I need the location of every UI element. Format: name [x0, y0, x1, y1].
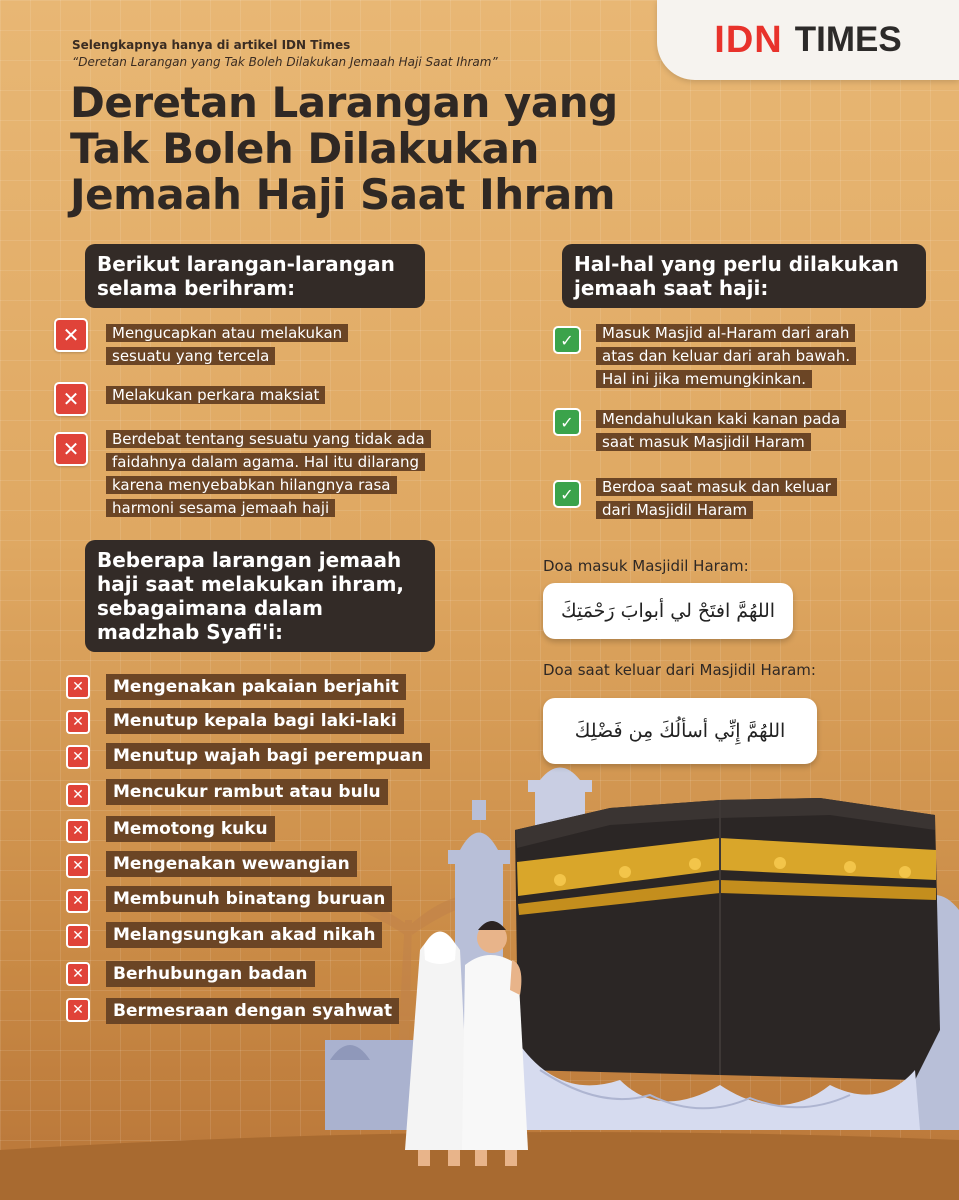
perlu-header-line: Hal-hal yang perlu dilakukan	[574, 252, 899, 276]
syafii-item: Berhubungan badan	[106, 961, 315, 987]
cross-icon: ✕	[66, 745, 90, 769]
page-title-line: Tak Boleh Dilakukan	[70, 124, 539, 173]
cross-icon: ✕	[66, 998, 90, 1022]
cross-icon: ✕	[54, 318, 88, 352]
page-title-line: Jemaah Haji Saat Ihram	[70, 170, 615, 219]
larangan-header-line: Berikut larangan-larangan	[97, 252, 395, 276]
cross-icon: ✕	[66, 819, 90, 843]
cross-icon: ✕	[66, 675, 90, 699]
perlu-header-line: jemaah saat haji:	[574, 276, 769, 300]
perlu-header	[562, 244, 926, 308]
perlu-item	[596, 476, 837, 522]
perlu-item	[596, 322, 856, 391]
cross-icon: ✕	[66, 889, 90, 913]
syafii-item: Mengenakan pakaian berjahit	[106, 674, 406, 700]
perlu-item-line: atas dan keluar dari arah bawah.	[596, 347, 856, 365]
cross-icon: ✕	[66, 962, 90, 986]
perlu-item-line: Hal ini jika memungkinkan.	[596, 370, 812, 388]
larangan-item-line: Mengucapkan atau melakukan	[106, 324, 348, 342]
syafii-header-line: madzhab Syafi'i:	[97, 620, 284, 644]
syafii-header-line: Beberapa larangan jemaah	[97, 548, 402, 572]
cross-icon: ✕	[66, 924, 90, 948]
syafii-item: Mengenakan wewangian	[106, 851, 357, 877]
source-line: Selengkapnya hanya di artikel IDN Times	[72, 38, 351, 52]
brand-logo-idn: IDN	[714, 18, 783, 61]
cross-icon: ✕	[66, 854, 90, 878]
larangan-item	[106, 322, 348, 368]
brand-logo	[657, 0, 959, 80]
syafii-item: Bermesraan dengan syahwat	[106, 998, 399, 1024]
syafii-header-line: sebagaimana dalam	[97, 596, 323, 620]
doa-masuk-box: اللهُمَّ افتَحْ لي أبوابَ رَحْمَتِكَ	[543, 583, 793, 639]
syafii-header-line: haji saat melakukan ihram,	[97, 572, 405, 596]
check-icon: ✓	[553, 408, 581, 436]
larangan-header-line: selama berihram:	[97, 276, 296, 300]
perlu-item-line: saat masuk Masjidil Haram	[596, 433, 811, 451]
doa-keluar-box: اللهُمَّ إِنِّي أسألُكَ مِن فَضْلِكَ	[543, 698, 817, 764]
doa-keluar-label: Doa saat keluar dari Masjidil Haram:	[543, 661, 816, 679]
pilgrim-woman	[405, 932, 470, 1167]
syafii-item: Membunuh binatang buruan	[106, 886, 392, 912]
perlu-item-line: Berdoa saat masuk dan keluar	[596, 478, 837, 496]
syafii-item: Menutup wajah bagi perempuan	[106, 743, 430, 769]
doa-masuk-label: Doa masuk Masjidil Haram:	[543, 557, 749, 575]
larangan-item-line: harmoni sesama jemaah haji	[106, 499, 335, 517]
syafii-item: Menutup kepala bagi laki-laki	[106, 708, 404, 734]
perlu-item	[596, 408, 846, 454]
cross-icon: ✕	[54, 382, 88, 416]
larangan-item-line: Melakukan perkara maksiat	[106, 386, 325, 404]
page-title-line: Deretan Larangan yang	[70, 78, 618, 127]
check-icon: ✓	[553, 326, 581, 354]
check-icon: ✓	[553, 480, 581, 508]
perlu-item-line: dari Masjidil Haram	[596, 501, 753, 519]
larangan-item-line: Berdebat tentang sesuatu yang tidak ada	[106, 430, 431, 448]
page-title	[70, 80, 690, 218]
kaaba	[515, 798, 940, 1130]
source-article-title: “Deretan Larangan yang Tak Boleh Dilakukan Jemaah Haji Saat Ihram”	[72, 55, 498, 69]
cross-icon: ✕	[54, 432, 88, 466]
larangan-item-line: karena menyebabkan hilangnya rasa	[106, 476, 397, 494]
larangan-item	[106, 428, 431, 520]
cross-icon: ✕	[66, 710, 90, 734]
syafii-item: Melangsungkan akad nikah	[106, 922, 382, 948]
syafii-item: Memotong kuku	[106, 816, 275, 842]
larangan-item	[106, 384, 325, 407]
brand-logo-times: TIMES	[794, 20, 902, 59]
syafii-item: Mencukur rambut atau bulu	[106, 779, 388, 805]
perlu-item-line: Mendahulukan kaki kanan pada	[596, 410, 846, 428]
arch-building	[325, 1040, 415, 1130]
larangan-header	[85, 244, 425, 308]
cross-icon: ✕	[66, 783, 90, 807]
syafii-header	[85, 540, 435, 652]
larangan-item-line: sesuatu yang tercela	[106, 347, 275, 365]
perlu-item-line: Masuk Masjid al-Haram dari arah	[596, 324, 855, 342]
larangan-item-line: faidahnya dalam agama. Hal itu dilarang	[106, 453, 425, 471]
